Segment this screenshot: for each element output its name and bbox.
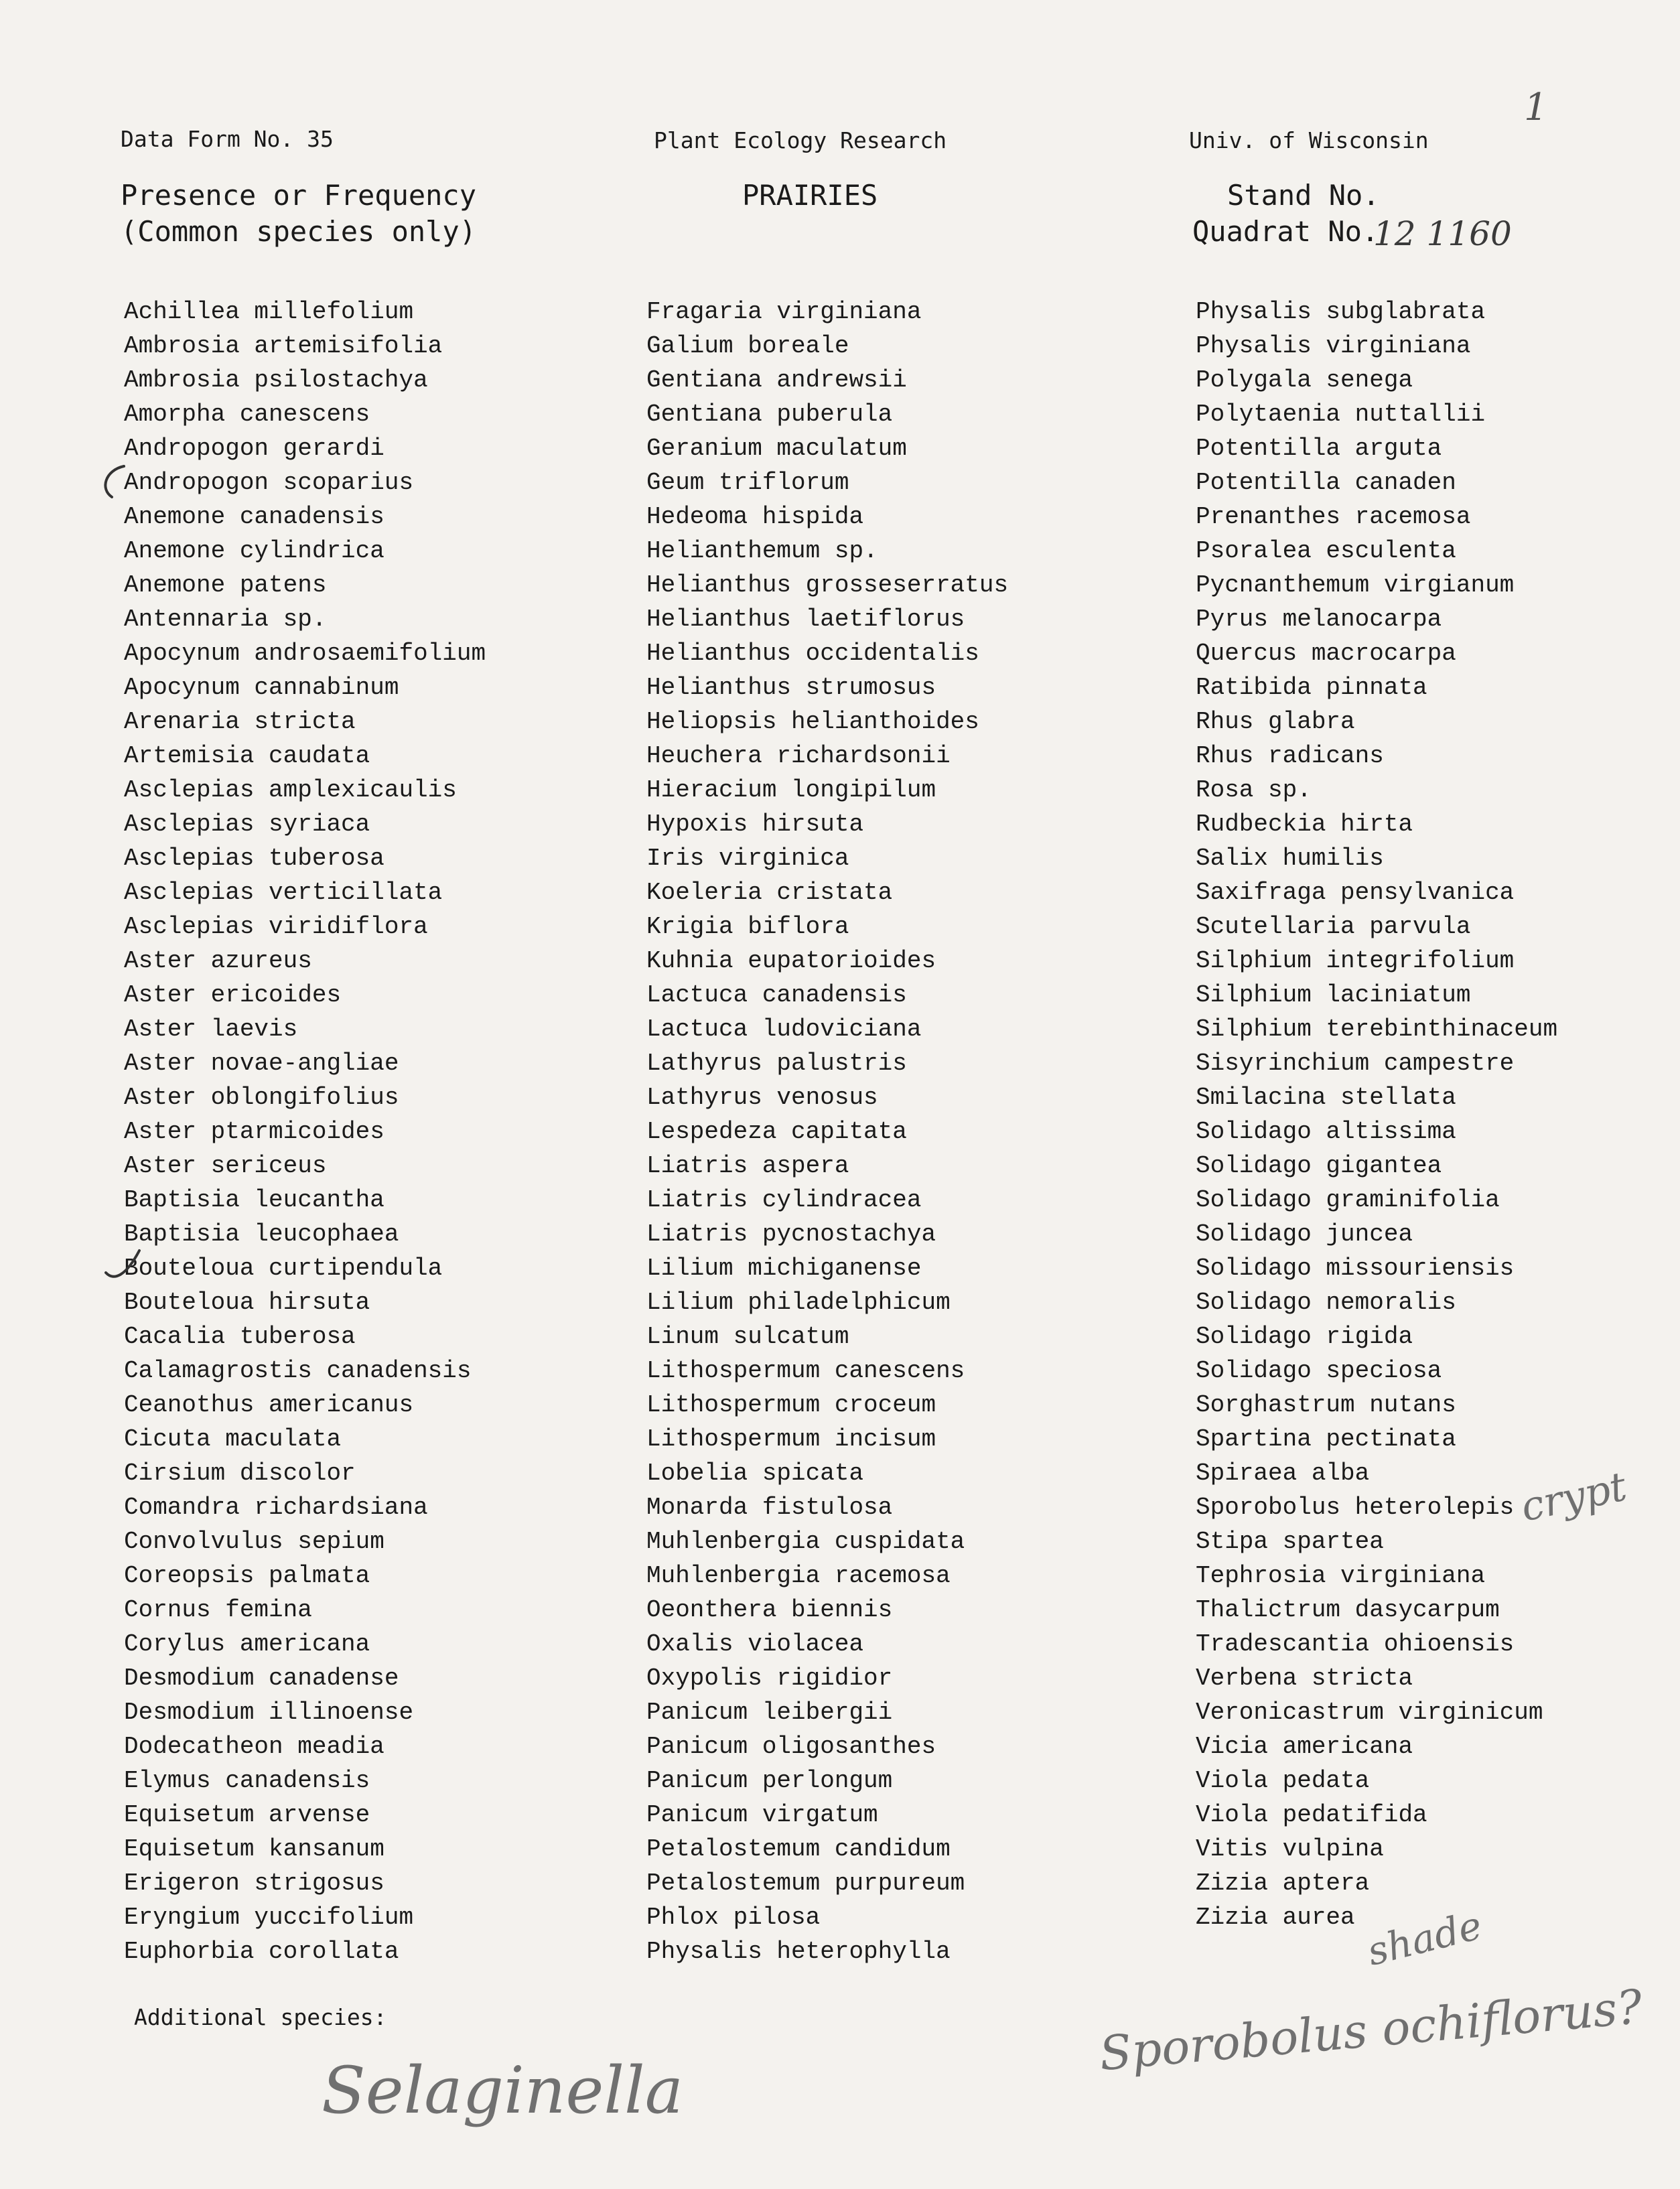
species-item: Monarda fistulosa bbox=[646, 1494, 893, 1521]
species-item: Baptisia leucophaea bbox=[124, 1220, 399, 1248]
species-item: Scutellaria parvula bbox=[1196, 913, 1471, 940]
species-item: Liatris cylindracea bbox=[646, 1186, 922, 1214]
corner-page-note: 1 bbox=[1524, 86, 1548, 129]
checkmark-icon bbox=[97, 462, 137, 502]
species-item: Bouteloua curtipendula bbox=[124, 1255, 443, 1282]
species-item: Verbena stricta bbox=[1196, 1665, 1413, 1692]
species-item: Veronicastrum virginicum bbox=[1196, 1699, 1543, 1726]
species-item: Aster novae-angliae bbox=[124, 1050, 399, 1077]
species-item: Rhus glabra bbox=[1196, 708, 1355, 735]
species-item: Tradescantia ohioensis bbox=[1196, 1630, 1515, 1658]
species-item: Lactuca canadensis bbox=[646, 981, 907, 1009]
species-item: Asclepias amplexicaulis bbox=[124, 776, 457, 804]
species-item: Silphium integrifolium bbox=[1196, 947, 1515, 975]
species-item: Comandra richardsiana bbox=[124, 1494, 428, 1521]
species-item: Solidago missouriensis bbox=[1196, 1255, 1515, 1282]
species-item: Andropogon scoparius bbox=[124, 469, 414, 496]
species-item: Helianthus occidentalis bbox=[646, 640, 979, 667]
species-item: Hedeoma hispida bbox=[646, 503, 864, 531]
species-item: Dodecatheon meadia bbox=[124, 1733, 384, 1760]
species-item: Hieracium longipilum bbox=[646, 776, 936, 804]
species-item: Silphium laciniatum bbox=[1196, 981, 1471, 1009]
species-item: Zizia aurea bbox=[1196, 1904, 1355, 1931]
species-item: Panicum perlongum bbox=[646, 1767, 893, 1794]
species-item: Panicum oligosanthes bbox=[646, 1733, 936, 1760]
species-item: Coreopsis palmata bbox=[124, 1562, 370, 1590]
species-item: Heliopsis helianthoides bbox=[646, 708, 979, 735]
species-item: Aster ericoides bbox=[124, 981, 342, 1009]
species-item: Equisetum kansanum bbox=[124, 1835, 384, 1863]
species-item: Aster sericeus bbox=[124, 1152, 327, 1180]
species-item: Helianthus laetiflorus bbox=[646, 606, 965, 633]
species-item: Panicum virgatum bbox=[646, 1801, 878, 1829]
species-item: Asclepias tuberosa bbox=[124, 845, 384, 872]
quadrat-number-label: Quadrat No. bbox=[1192, 215, 1379, 248]
species-item: Vitis vulpina bbox=[1196, 1835, 1384, 1863]
species-item: Kuhnia eupatorioides bbox=[646, 947, 936, 975]
species-item: Convolvulus sepium bbox=[124, 1528, 384, 1555]
species-item: Psoralea esculenta bbox=[1196, 537, 1456, 565]
species-column-1 bbox=[124, 295, 486, 1969]
species-item: Bouteloua hirsuta bbox=[124, 1289, 370, 1316]
species-item: Liatris pycnostachya bbox=[646, 1220, 936, 1248]
species-item: Anemone canadensis bbox=[124, 503, 384, 531]
species-column-2 bbox=[646, 295, 1008, 1969]
species-item: Phlox pilosa bbox=[646, 1904, 821, 1931]
species-item: Petalostemum purpureum bbox=[646, 1869, 965, 1897]
species-item: Lathyrus palustris bbox=[646, 1050, 907, 1077]
species-item: Potentilla canaden bbox=[1196, 469, 1456, 496]
species-item: Rhus radicans bbox=[1196, 742, 1384, 770]
species-item: Apocynum androsaemifolium bbox=[124, 640, 486, 667]
species-item: Lathyrus venosus bbox=[646, 1084, 878, 1111]
species-item: Oxypolis rigidior bbox=[646, 1665, 893, 1692]
species-item: Lithospermum incisum bbox=[646, 1425, 936, 1453]
species-item: Saxifraga pensylvanica bbox=[1196, 879, 1515, 906]
handwritten-note-shade: shade bbox=[1362, 1902, 1486, 1975]
form-title-line1: Presence or Frequency bbox=[121, 179, 477, 212]
species-item: Calamagrostis canadensis bbox=[124, 1357, 472, 1385]
species-item: Erigeron strigosus bbox=[124, 1869, 384, 1897]
species-item: Stipa spartea bbox=[1196, 1528, 1384, 1555]
species-item: Ambrosia psilostachya bbox=[124, 366, 428, 394]
species-item: Iris virginica bbox=[646, 845, 849, 872]
species-item: Solidago nemoralis bbox=[1196, 1289, 1456, 1316]
species-item: Sorghastrum nutans bbox=[1196, 1391, 1456, 1419]
species-item: Asclepias syriaca bbox=[124, 810, 370, 838]
species-item: Oeonthera biennis bbox=[646, 1596, 893, 1624]
species-item: Quercus macrocarpa bbox=[1196, 640, 1456, 667]
species-item: Linum sulcatum bbox=[646, 1323, 849, 1350]
species-item: Spiraea alba bbox=[1196, 1460, 1370, 1487]
handwritten-margin-note: crypt bbox=[1517, 1463, 1631, 1531]
species-item: Muhlenbergia racemosa bbox=[646, 1562, 951, 1590]
species-item: Oxalis violacea bbox=[646, 1630, 864, 1658]
species-item: Heuchera richardsonii bbox=[646, 742, 951, 770]
species-item: Koeleria cristata bbox=[646, 879, 893, 906]
species-item: Lespedeza capitata bbox=[646, 1118, 907, 1145]
species-item: Anemone patens bbox=[124, 571, 327, 599]
species-item: Cicuta maculata bbox=[124, 1425, 342, 1453]
species-item: Vicia americana bbox=[1196, 1733, 1413, 1760]
form-title-line2: (Common species only) bbox=[121, 215, 477, 248]
species-item: Helianthus grosseserratus bbox=[646, 571, 1009, 599]
species-item: Helianthus strumosus bbox=[646, 674, 936, 701]
species-item: Apocynum cannabinum bbox=[124, 674, 399, 701]
species-item: Ratibida pinnata bbox=[1196, 674, 1427, 701]
species-item: Hypoxis hirsuta bbox=[646, 810, 864, 838]
species-item: Rudbeckia hirta bbox=[1196, 810, 1413, 838]
species-item: Aster oblongifolius bbox=[124, 1084, 399, 1111]
species-item: Spartina pectinata bbox=[1196, 1425, 1456, 1453]
species-item: Desmodium illinoense bbox=[124, 1699, 414, 1726]
species-item: Geranium maculatum bbox=[646, 435, 907, 462]
species-item: Petalostemum candidum bbox=[646, 1835, 951, 1863]
species-item: Lobelia spicata bbox=[646, 1460, 864, 1487]
species-item: Krigia biflora bbox=[646, 913, 849, 940]
species-item: Galium boreale bbox=[646, 332, 849, 360]
species-item: Prenanthes racemosa bbox=[1196, 503, 1471, 531]
species-item: Solidago juncea bbox=[1196, 1220, 1413, 1248]
species-item: Lilium philadelphicum bbox=[646, 1289, 951, 1316]
species-item: Pyrus melanocarpa bbox=[1196, 606, 1442, 633]
species-item: Solidago gigantea bbox=[1196, 1152, 1442, 1180]
species-item: Lactuca ludoviciana bbox=[646, 1015, 922, 1043]
organization: Plant Ecology Research bbox=[654, 127, 947, 153]
species-item: Elymus canadensis bbox=[124, 1767, 370, 1794]
species-item: Solidago rigida bbox=[1196, 1323, 1413, 1350]
species-item: Polytaenia nuttallii bbox=[1196, 401, 1486, 428]
species-item: Cornus femina bbox=[124, 1596, 312, 1624]
species-item: Liatris aspera bbox=[646, 1152, 849, 1180]
species-item: Eryngium yuccifolium bbox=[124, 1904, 414, 1931]
species-item: Solidago graminifolia bbox=[1196, 1186, 1500, 1214]
species-item: Lithospermum canescens bbox=[646, 1357, 965, 1385]
species-item: Gentiana puberula bbox=[646, 401, 893, 428]
species-item: Solidago altissima bbox=[1196, 1118, 1456, 1145]
species-item: Anemone cylindrica bbox=[124, 537, 384, 565]
species-item: Panicum leibergii bbox=[646, 1699, 893, 1726]
species-item: Helianthemum sp. bbox=[646, 537, 878, 565]
species-item: Sporobolus heterolepis bbox=[1196, 1494, 1515, 1521]
additional-species-label: Additional species: bbox=[134, 2004, 387, 2030]
species-item: Muhlenbergia cuspidata bbox=[646, 1528, 965, 1555]
species-item: Aster laevis bbox=[124, 1015, 298, 1043]
species-item: Gentiana andrewsii bbox=[646, 366, 907, 394]
form-number: Data Form No. 35 bbox=[121, 126, 334, 152]
species-item: Tephrosia virginiana bbox=[1196, 1562, 1486, 1590]
species-item: Equisetum arvense bbox=[124, 1801, 370, 1829]
species-item: Desmodium canadense bbox=[124, 1665, 399, 1692]
species-item: Lithospermum croceum bbox=[646, 1391, 936, 1419]
species-item: Ambrosia artemisifolia bbox=[124, 332, 443, 360]
species-item: Baptisia leucantha bbox=[124, 1186, 384, 1214]
species-item: Physalis subglabrata bbox=[1196, 298, 1486, 326]
species-item: Amorpha canescens bbox=[124, 401, 370, 428]
species-item: Arenaria stricta bbox=[124, 708, 356, 735]
species-item: Viola pedata bbox=[1196, 1767, 1370, 1794]
species-item: Smilacina stellata bbox=[1196, 1084, 1456, 1111]
handwritten-additional-species-2: Sporobolus ochiflorus? bbox=[1097, 1979, 1644, 2082]
species-item: Aster ptarmicoides bbox=[124, 1118, 384, 1145]
species-item: Geum triflorum bbox=[646, 469, 849, 496]
species-item: Physalis heterophylla bbox=[646, 1938, 951, 1965]
species-item: Cirsium discolor bbox=[124, 1460, 356, 1487]
species-item: Pycnanthemum virgianum bbox=[1196, 571, 1515, 599]
species-item: Physalis virginiana bbox=[1196, 332, 1471, 360]
species-item: Sisyrinchium campestre bbox=[1196, 1050, 1515, 1077]
species-item: Ceanothus americanus bbox=[124, 1391, 414, 1419]
species-item: Salix humilis bbox=[1196, 845, 1384, 872]
species-item: Rosa sp. bbox=[1196, 776, 1312, 804]
section-title: PRAIRIES bbox=[742, 179, 878, 212]
species-item: Andropogon gerardi bbox=[124, 435, 384, 462]
species-item: Polygala senega bbox=[1196, 366, 1413, 394]
species-item: Silphium terebinthinaceum bbox=[1196, 1015, 1558, 1043]
species-item: Cacalia tuberosa bbox=[124, 1323, 356, 1350]
species-item: Solidago speciosa bbox=[1196, 1357, 1442, 1385]
species-item: Artemisia caudata bbox=[124, 742, 370, 770]
species-item: Asclepias verticillata bbox=[124, 879, 443, 906]
species-item: Potentilla arguta bbox=[1196, 435, 1442, 462]
species-column-3 bbox=[1196, 295, 1557, 1934]
species-item: Lilium michiganense bbox=[646, 1255, 922, 1282]
species-item: Achillea millefolium bbox=[124, 298, 414, 326]
species-item: Antennaria sp. bbox=[124, 606, 327, 633]
quadrat-handwritten-value: 12 1160 bbox=[1373, 214, 1512, 253]
species-item: Thalictrum dasycarpum bbox=[1196, 1596, 1500, 1624]
species-item: Asclepias viridiflora bbox=[124, 913, 428, 940]
species-item: Euphorbia corollata bbox=[124, 1938, 399, 1965]
species-item: Corylus americana bbox=[124, 1630, 370, 1658]
stand-number-label: Stand No. bbox=[1227, 179, 1380, 212]
checkmark-icon bbox=[100, 1243, 154, 1289]
species-item: Aster azureus bbox=[124, 947, 312, 975]
species-item: Viola pedatifida bbox=[1196, 1801, 1427, 1829]
species-item: Zizia aptera bbox=[1196, 1869, 1370, 1897]
handwritten-additional-species: Selaginella bbox=[322, 2053, 683, 2128]
university: Univ. of Wisconsin bbox=[1189, 127, 1429, 153]
species-item: Fragaria virginiana bbox=[646, 298, 922, 326]
